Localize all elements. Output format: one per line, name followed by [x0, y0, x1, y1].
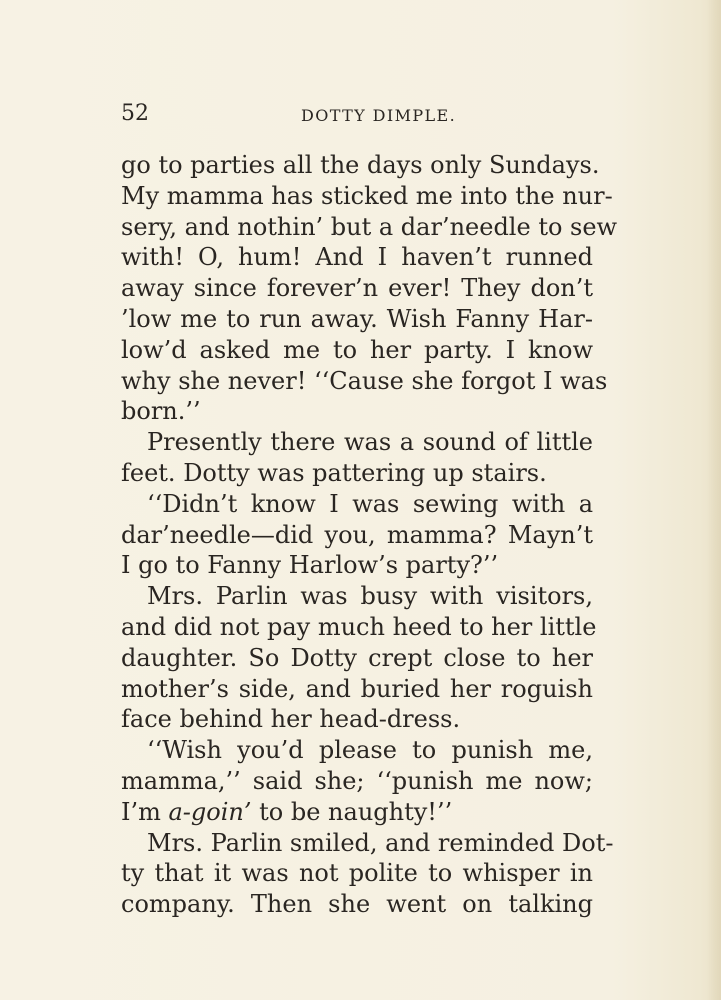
paragraph-first-line: Mrs. Parlin smiled, and reminded Dot- [147, 828, 614, 857]
text-line: and did not pay much heed to her little [121, 612, 597, 641]
text-line: I go to Fanny Harlow’s party?’’ [121, 551, 499, 580]
paragraph-first-line: Mrs. Parlin was busy with visitors, [147, 582, 593, 611]
text-segment: to be naughty!’’ [251, 797, 453, 826]
paragraph-first-line: Presently there was a sound of little [147, 428, 593, 457]
text-line: My mamma has sticked me into the nur- [121, 181, 613, 210]
page-number: 52 [121, 101, 149, 126]
body-text [121, 150, 618, 920]
text-line: go to parties all the days only Sundays. [121, 151, 600, 179]
text-line: low’d asked me to her party. I know [121, 335, 593, 364]
running-title: DOTTY DIMPLE. [301, 106, 457, 125]
text-line: daughter. So Dotty crept close to her [121, 643, 593, 672]
paragraph-first-line: ‘‘Didn’t know I was sewing with a [147, 489, 593, 518]
text-segment: I’m [121, 797, 169, 826]
text-line: with! O, hum! And I haven’t runned [121, 243, 593, 272]
text-line: face behind her head-dress. [121, 705, 461, 734]
page-edge-shadow [707, 0, 721, 1000]
text-line: company. Then she went on talking [121, 890, 593, 919]
paragraph-first-line: ‘‘Wish you’d please to punish me, [147, 736, 593, 765]
italic-word: a-goin’ [168, 797, 252, 826]
text-line [121, 797, 593, 828]
text-line: mamma,’’ said she; ‘‘punish me now; [121, 766, 593, 795]
text-line: sery, and nothin’ but a dar’needle to sew [121, 212, 618, 241]
text-line: ty that it was not polite to whisper in [121, 859, 593, 888]
text-line: ’low me to run away. Wish Fanny Har- [121, 304, 593, 333]
text-line: why she never! ‘‘Cause she forgot I was [121, 366, 608, 395]
text-line: feet. Dotty was pattering up stairs. [121, 458, 547, 487]
running-header [121, 99, 593, 129]
text-line: mother’s side, and buried her roguish [121, 674, 593, 703]
text-line: away since forever’n ever! They don’t [121, 274, 593, 303]
text-line: dar’needle—did you, mamma? Mayn’t [121, 520, 593, 549]
text-line: born.’’ [121, 397, 201, 426]
